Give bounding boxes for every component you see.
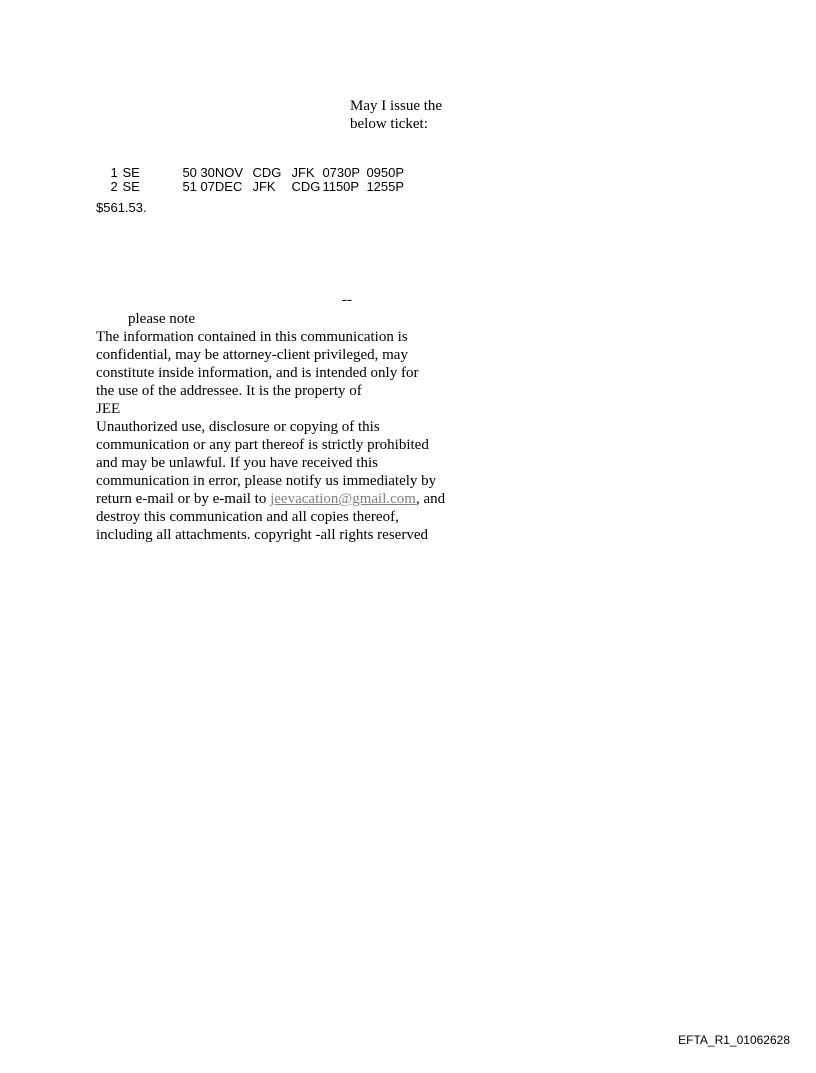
disclaimer-line: confidential, may be attorney-client privileged, may xyxy=(96,347,408,363)
flight-segment-row xyxy=(96,152,405,180)
departure-time: 1150P xyxy=(322,179,360,194)
disclaimer-line: Unauthorized use, disclosure or copying of this xyxy=(96,419,380,435)
fare-amount: $561.53. xyxy=(96,200,147,215)
origin-airport: JFK xyxy=(252,179,276,194)
flight-number: 51 xyxy=(182,179,197,194)
flight-number: 50 xyxy=(182,165,197,180)
segment-number: 2 xyxy=(110,179,118,194)
flight-date: 30NOV xyxy=(200,165,244,180)
arrival-time: 1255P xyxy=(366,179,405,194)
segment-number: 1 xyxy=(110,165,118,180)
disclaimer-line: destroy this communication and all copies thereof, xyxy=(96,509,399,525)
airline-code: SE xyxy=(122,179,140,194)
intro-message xyxy=(350,97,442,133)
email-line-prefix: return e-mail or by e-mail to xyxy=(96,491,271,507)
disclaimer-line: The information contained in this communication is xyxy=(96,329,408,345)
destination-airport: CDG xyxy=(291,179,321,194)
disclaimer-line: communication or any part thereof is strictly prohibited xyxy=(96,437,429,453)
document-id-footer: EFTA_R1_01062628 xyxy=(678,1033,790,1047)
flight-itinerary xyxy=(96,152,405,194)
flight-date: 07DEC xyxy=(200,179,243,194)
disclaimer-line: JEE xyxy=(96,401,121,417)
departure-time: 0730P xyxy=(322,165,361,180)
arrival-time: 0950P xyxy=(366,165,405,180)
intro-line-1: May I issue the xyxy=(350,98,443,114)
airline-code: SE xyxy=(122,165,140,180)
disclaimer-email-line xyxy=(96,490,476,508)
disclaimer-line: communication in error, please notify us immediately by xyxy=(96,473,437,489)
signature-separator: -- xyxy=(342,292,352,308)
please-note-label: please note xyxy=(128,311,196,327)
email-link[interactable]: jeevacation@gmail.com xyxy=(270,491,416,507)
disclaimer-line: including all attachments. copyright -all rights reserved xyxy=(96,527,428,543)
disclaimer-line: constitute inside information, and is intended only for xyxy=(96,365,419,381)
destination-airport: JFK xyxy=(291,165,315,180)
origin-airport: CDG xyxy=(252,165,282,180)
disclaimer-line: and may be unlawful. If you have received this xyxy=(96,455,378,471)
confidentiality-disclaimer xyxy=(96,310,476,544)
email-line-suffix: , and xyxy=(415,491,446,507)
intro-line-2: below ticket: xyxy=(350,116,428,132)
disclaimer-line: the use of the addressee. It is the property of xyxy=(96,383,362,399)
